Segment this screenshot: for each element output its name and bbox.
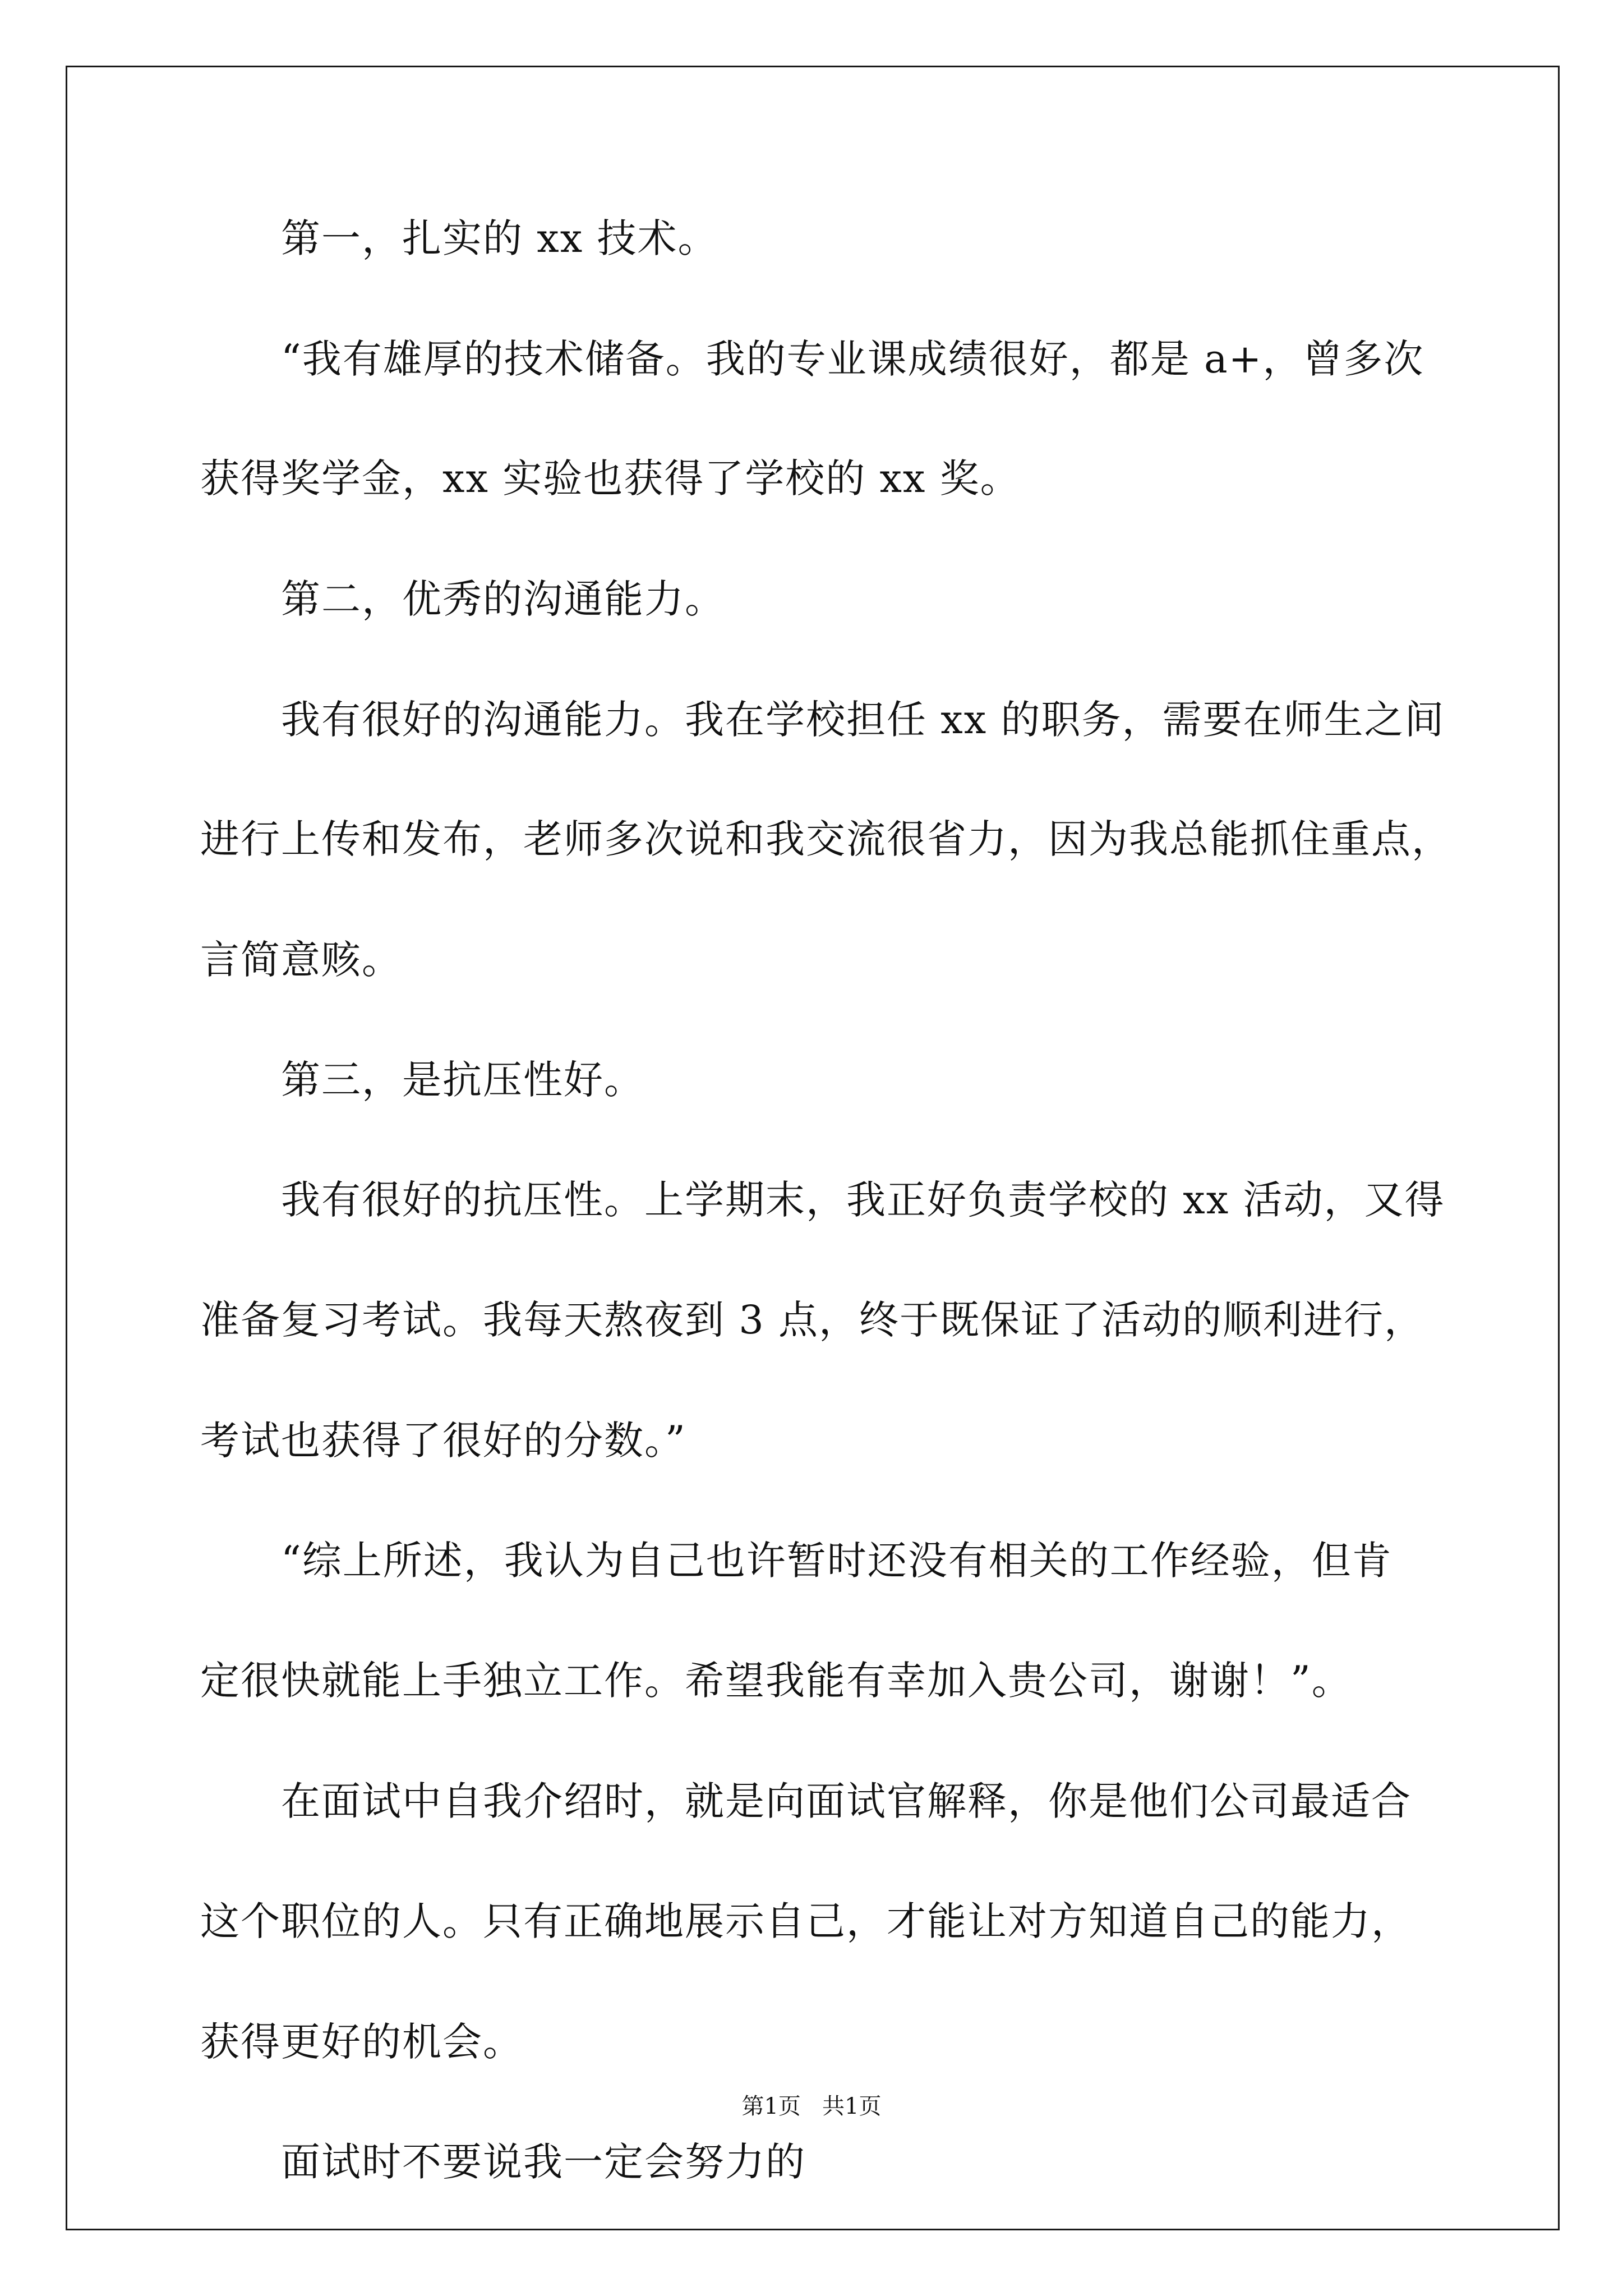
paragraph-line: 这个职位的人。只有正确地展示自己，才能让对方知道自己的能力，: [200, 1898, 1412, 1944]
paragraph-line: 考试也获得了很好的分数。”: [200, 1418, 686, 1464]
paragraph-line: 在面试中自我介绍时，就是向面试官解释，你是他们公司最适合: [281, 1778, 1412, 1824]
paragraph-line: 准备复习考试。我每天熬夜到 3 点，终于既保证了活动的顺利进行，: [200, 1297, 1425, 1343]
paragraph-line: 获得更好的机会。: [200, 2019, 523, 2065]
paragraph-heading-2: 第二，优秀的沟通能力。: [281, 576, 725, 622]
paragraph-line: 言简意赅。: [200, 937, 402, 983]
paragraph-line: 面试时不要说我一定会努力的: [281, 2139, 806, 2185]
paragraph-line: “我有雄厚的技术储备。我的专业课成绩很好，都是 a+，曾多次: [281, 336, 1424, 382]
paragraph-line: 定很快就能上手独立工作。希望我能有幸加入贵公司，谢谢！”。: [200, 1658, 1352, 1704]
paragraph-line: 获得奖学金，xx 实验也获得了学校的 xx 奖。: [200, 455, 1021, 501]
paragraph-line: “综上所述，我认为自己也许暂时还没有相关的工作经验，但肯: [281, 1538, 1393, 1584]
paragraph-heading-3: 第三，是抗压性好。: [281, 1057, 644, 1103]
paragraph-line: 我有很好的抗压性。上学期末，我正好负责学校的 xx 活动，又得: [281, 1177, 1445, 1223]
paragraph-heading-1: 第一，扎实的 xx 技术。: [281, 215, 718, 261]
paragraph-line: 我有很好的沟通能力。我在学校担任 xx 的职务，需要在师生之间: [281, 697, 1445, 743]
paragraph-line: 进行上传和发布，老师多次说和我交流很省力，因为我总能抓住重点，: [200, 816, 1452, 862]
page-number-footer: 第1页 共1页: [741, 2093, 882, 2119]
